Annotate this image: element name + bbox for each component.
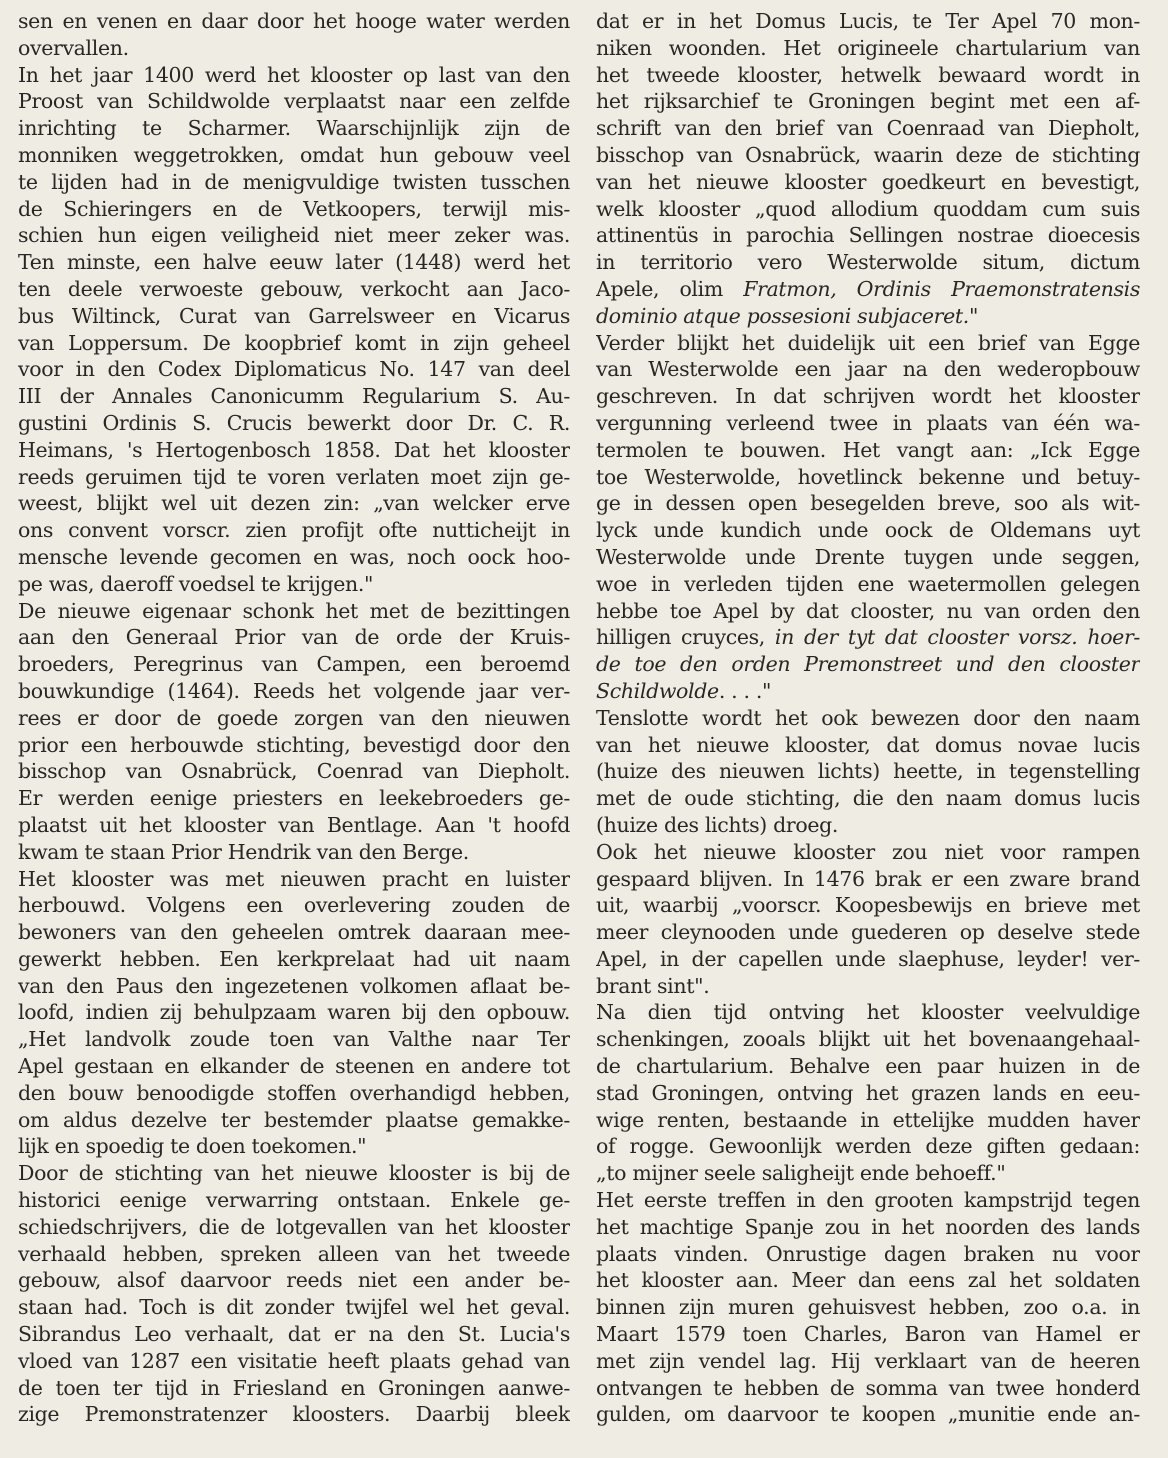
text-line (18, 1348, 570, 1375)
text-line (596, 839, 1140, 866)
text-segment: Heimans, 's Hertogenbosch 1858. Dat het klooster (18, 437, 570, 462)
text-line (18, 1026, 570, 1053)
text-segment: Apel, in der capellen unde slaephuse, leyder! ver- (596, 946, 1140, 971)
text-line (596, 142, 1140, 169)
text-segment: van den Paus den ingezetenen volkomen aflaat be- (18, 973, 570, 998)
text-line (596, 919, 1140, 946)
text-line (596, 490, 1140, 517)
text-line (596, 330, 1140, 357)
text-line (596, 651, 1140, 678)
text-segment: Tenslotte wordt het ook bewezen door den naam (596, 705, 1140, 730)
text-segment: gulden, om daarvoor te koopen „munitie ende an- (596, 1402, 1140, 1427)
text-line (596, 437, 1140, 464)
text-segment: het machtige Spanje zou in het noorden des lands (596, 1214, 1140, 1239)
text-line (18, 1187, 570, 1214)
text-segment: Na dien tijd ontving het klooster veelvuldige (596, 1000, 1140, 1025)
text-line (596, 356, 1140, 383)
text-line (596, 196, 1140, 223)
text-segment: Sibrandus Leo verhaalt, dat er na den St. Lucia's (18, 1322, 570, 1347)
text-line (596, 785, 1140, 812)
text-line (596, 1107, 1140, 1134)
text-line (596, 1133, 1140, 1160)
text-segment: (huize des lichts) droeg. (596, 812, 839, 837)
text-line (596, 544, 1140, 571)
text-line (596, 1080, 1140, 1107)
text-line (18, 1375, 570, 1402)
text-line (18, 999, 570, 1026)
text-line (596, 973, 1140, 1000)
text-line (18, 732, 570, 759)
text-segment: om aldus dezelve ter bestemder plaatse gemakke- (18, 1107, 570, 1132)
text-line (18, 88, 570, 115)
text-segment: loofd, indien zij behulpzaam waren bij den opbouw. (18, 1000, 570, 1025)
text-segment: verhaald hebben, spreken alleen van het tweede (18, 1241, 570, 1266)
italic-segment: de toe den orden Premonstreet und den clooster (596, 652, 1140, 677)
right-text-column (596, 8, 1140, 1458)
text-segment: Maart 1579 toen Charles, Baron van Hamel er (596, 1322, 1140, 1347)
text-segment: De nieuwe eigenaar schonk het met de bezittingen (18, 598, 570, 623)
text-segment: welk klooster „quod allodium quoddam cum suis (596, 196, 1140, 221)
text-line (596, 35, 1140, 62)
text-line (596, 705, 1140, 732)
text-segment: Ten minste, een halve eeuw later (1448) werd het (18, 250, 570, 275)
text-segment: sen en venen en daar door het hooge water werden (18, 9, 570, 33)
text-segment: het klooster aan. Meer dan eens zal het soldaten (596, 1268, 1140, 1293)
text-line (18, 973, 570, 1000)
text-segment: " (968, 303, 979, 328)
text-segment: Proost van Schildwolde verplaatst naar een zelfde (18, 89, 570, 114)
text-segment: in territorio vero Westerwolde situm, dictum (596, 250, 1140, 275)
text-segment: schiedschrijvers, die de lotgevallen van het klooster (18, 1214, 570, 1239)
text-segment: dat er in het Domus Lucis, te Ter Apel 70 mon- (596, 9, 1140, 33)
text-segment: lyck unde kundich unde oock de Oldemans uyt (596, 518, 1140, 543)
text-segment: de toen ter tijd in Friesland en Groningen aanwe- (18, 1375, 570, 1400)
text-line (18, 651, 570, 678)
text-segment: de Schieringers en de Vetkoopers, terwijl mis- (18, 196, 570, 221)
text-segment: bewoners van den geheelen omtrek daaraan mee- (18, 920, 570, 945)
text-segment: plaats vinden. Onrustige dagen braken nu voor (596, 1241, 1140, 1266)
text-line (596, 624, 1140, 651)
left-text-column (18, 8, 570, 1458)
text-line (596, 383, 1140, 410)
text-line (596, 1267, 1140, 1294)
text-segment: vloed van 1287 een visitatie heeft plaats gehad van (18, 1348, 570, 1373)
text-segment: gustini Ordinis S. Crucis bewerkt door Dr. C. R. (18, 410, 570, 435)
text-line (18, 1160, 570, 1187)
text-segment: ons convent vorscr. zien profijt ofte nutticheijt in (18, 518, 570, 543)
text-line (18, 1133, 570, 1160)
text-line (596, 1053, 1140, 1080)
text-segment: hilligen cruyces, (596, 625, 775, 650)
text-segment: bus Wiltinck, Curat van Garrelsweer en Vicarus (18, 303, 570, 328)
text-segment: III der Annales Canonicumm Regularium S. Au- (18, 384, 570, 409)
text-line (18, 544, 570, 571)
text-line (18, 8, 570, 35)
text-line (18, 1401, 570, 1428)
italic-segment: Schildwolde (596, 678, 719, 703)
text-line (596, 115, 1140, 142)
text-segment: In het jaar 1400 werd het klooster op last van den (18, 62, 570, 87)
text-segment: met de oude stichting, die den naam domus lucis (596, 786, 1140, 811)
text-segment: bouwkundige (1464). Reeds het volgende jaar ver- (18, 678, 570, 703)
text-segment: binnen zijn muren gehuisvest hebben, zoo o.a. in (596, 1295, 1140, 1320)
text-segment: mensche levende gecomen en was, noch oock hoo- (18, 544, 570, 569)
text-segment: „Het landvolk zoude toen van Valthe naar Ter (18, 1027, 570, 1052)
text-segment: lijk en spoedig te doen toekomen." (18, 1134, 367, 1159)
text-line (18, 330, 570, 357)
text-segment: termolen te bouwen. Het vangt aan: „Ick Egge (596, 437, 1140, 462)
text-line (18, 785, 570, 812)
text-line (596, 1241, 1140, 1268)
text-line (596, 276, 1140, 303)
text-line (18, 892, 570, 919)
text-segment: het tweede klooster, hetwelk bewaard wordt in (596, 62, 1140, 87)
text-line (596, 464, 1140, 491)
text-line (18, 705, 570, 732)
text-line (18, 1107, 570, 1134)
text-segment: aan den Generaal Prior van de orde der Kruis- (18, 625, 570, 650)
text-segment: inrichting te Scharmer. Waarschijnlijk zijn de (18, 116, 570, 141)
text-line (596, 222, 1140, 249)
italic-segment: in der tyt dat clooster vorsz. hoer- (774, 625, 1140, 650)
text-segment: prior een herbouwde stichting, bevestigd door den (18, 732, 570, 757)
italic-segment: Fratmon, Ordinis Praemonstratensis (743, 276, 1140, 301)
text-line (596, 571, 1140, 598)
text-segment: van het nieuwe klooster, dat domus novae lucis (596, 732, 1140, 757)
text-segment: reeds geruimen tijd te voren verlaten moet zijn ge- (18, 464, 570, 489)
text-line (18, 142, 570, 169)
text-segment: plaatst uit het klooster van Bentlage. Aan 't hoofd (18, 812, 570, 837)
text-segment: ten deele verwoeste gebouw, verkocht aan Jaco- (18, 276, 570, 301)
text-segment: de chartularium. Behalve een paar huizen in de (596, 1054, 1140, 1079)
text-segment: schrift van den brief van Coenraad van Diepholt, (596, 116, 1140, 141)
text-segment: schenkingen, zooals blijkt uit het bovenaangehaal- (596, 1027, 1140, 1052)
text-segment: schien hun eigen veiligheid niet meer zeker was. (18, 223, 570, 248)
text-line (596, 88, 1140, 115)
text-segment: kwam te staan Prior Hendrik van den Berge. (18, 839, 469, 864)
text-segment: Er werden eenige priesters en leekebroeders ge- (18, 786, 570, 811)
text-line (18, 946, 570, 973)
text-segment: te lijden had in de menigvuldige twisten tusschen (18, 169, 570, 194)
text-line (18, 169, 570, 196)
text-line (18, 517, 570, 544)
text-segment: monniken weggetrokken, omdat hun gebouw veel (18, 142, 570, 167)
text-segment: weest, blijkt wel uit dezen zin: „van welcker erve (18, 491, 570, 516)
text-line (596, 8, 1140, 35)
text-segment: stad Groningen, ontving het grazen lands en eeu- (596, 1080, 1140, 1105)
text-segment: van Loppersum. De koopbrief komt in zijn geheel (18, 330, 570, 355)
text-line (596, 892, 1140, 919)
italic-segment: dominio atque possesioni subjaceret. (596, 303, 969, 328)
text-line (596, 946, 1140, 973)
text-line (596, 62, 1140, 89)
text-line (18, 1294, 570, 1321)
text-line (18, 276, 570, 303)
text-segment: Apele, olim (596, 276, 744, 301)
text-line (18, 437, 570, 464)
text-segment: staan had. Toch is dit zonder twijfel wel het geval. (18, 1295, 570, 1320)
text-line (18, 62, 570, 89)
text-line (596, 1214, 1140, 1241)
text-line (596, 598, 1140, 625)
text-segment: toe Westerwolde, hovetlinck bekenne und betuy- (596, 464, 1140, 489)
text-line (596, 678, 1140, 705)
text-segment: woe in verleden tijden ene waetermollen gelegen (596, 571, 1140, 596)
text-line (596, 410, 1140, 437)
text-segment: gewerkt hebben. Een kerkprelaat had uit naam (18, 946, 570, 971)
text-line (596, 758, 1140, 785)
text-segment: van Westerwolde een jaar na den wederopbouw (596, 357, 1140, 382)
text-line (596, 1375, 1140, 1402)
text-segment: . . . ." (718, 678, 772, 703)
text-line (18, 571, 570, 598)
text-segment: wige renten, bestaande in ettelijke mudden haver (596, 1107, 1140, 1132)
text-segment: Ook het nieuwe klooster zou niet voor rampen (596, 839, 1140, 864)
text-line (18, 383, 570, 410)
text-segment: den bouw benoodigde stoffen overhandigd hebben, (18, 1080, 570, 1105)
text-segment: (huize des nieuwen lichts) heette, in tegenstelling (596, 759, 1140, 784)
text-segment: niken woonden. Het origineele chartularium van (596, 35, 1140, 60)
text-line (18, 464, 570, 491)
text-line (18, 598, 570, 625)
text-segment: vergunning verleend twee in plaats van één wa- (596, 410, 1140, 435)
text-segment: geschreven. In dat schrijven wordt het klooster (596, 384, 1140, 409)
text-line (18, 866, 570, 893)
text-segment: bisschop van Osnabrück, waarin deze de stichting (596, 142, 1140, 167)
text-segment: ge in dessen open besegelden breve, soo als wit- (596, 491, 1140, 516)
text-line (596, 249, 1140, 276)
text-line (596, 1026, 1140, 1053)
text-line (18, 249, 570, 276)
text-line (18, 356, 570, 383)
text-line (596, 1401, 1140, 1428)
text-line (18, 758, 570, 785)
text-segment: historici eenige verwarring ontstaan. Enkele ge- (18, 1188, 570, 1213)
text-line (18, 115, 570, 142)
text-line (18, 1214, 570, 1241)
text-line (18, 678, 570, 705)
text-segment: meer cleynooden unde guederen op deselve stede (596, 920, 1140, 945)
text-line (596, 1294, 1140, 1321)
text-segment: voor in den Codex Diplomaticus No. 147 van deel (18, 357, 570, 382)
text-line (596, 999, 1140, 1026)
text-segment: hebbe toe Apel by dat clooster, nu van orden den (596, 598, 1140, 623)
text-line (18, 35, 570, 62)
text-segment: gespaard blijven. In 1476 brak er een zware brand (596, 866, 1140, 891)
text-line (18, 1080, 570, 1107)
text-line (596, 1187, 1140, 1214)
text-segment: van het nieuwe klooster goedkeurt en bevestigt, (596, 169, 1140, 194)
text-line (596, 169, 1140, 196)
text-segment: Het klooster was met nieuwen pracht en luister (18, 866, 570, 891)
text-line (18, 919, 570, 946)
text-line (596, 866, 1140, 893)
text-line (596, 1160, 1140, 1187)
text-segment: zige Premonstratenzer kloosters. Daarbij bleek (18, 1402, 570, 1427)
text-segment: met zijn vendel lag. Hij verklaart van de heeren (596, 1348, 1140, 1373)
text-segment: bisschop van Osnabrück, Coenrad van Diepholt. (18, 759, 570, 784)
text-segment: Verder blijkt het duidelijk uit een brief van Egge (596, 330, 1140, 355)
text-segment: brant sint". (596, 973, 710, 998)
text-segment: gebouw, alsof daarvoor reeds niet een ander be- (18, 1268, 570, 1293)
text-line (18, 196, 570, 223)
text-segment: of rogge. Gewoonlijk werden deze giften gedaan: (596, 1134, 1140, 1159)
text-line (18, 812, 570, 839)
text-segment: herbouwd. Volgens een overlevering zouden de (18, 893, 570, 918)
text-segment: attinentüs in parochia Sellingen nostrae dioecesis (596, 223, 1140, 248)
text-segment: Westerwolde unde Drente tuygen unde seggen, (596, 544, 1140, 569)
text-segment: uit, waarbij „voorscr. Koopesbewijs en brieve met (596, 893, 1140, 918)
text-line (596, 1321, 1140, 1348)
text-segment: pe was, daeroff voedsel te krijgen." (18, 571, 374, 596)
text-segment: ontvangen te hebben de somma van twee honderd (596, 1375, 1140, 1400)
text-line (596, 517, 1140, 544)
text-line (596, 732, 1140, 759)
text-segment: overvallen. (18, 35, 129, 60)
text-line (18, 222, 570, 249)
text-line (596, 303, 1140, 330)
text-line (596, 812, 1140, 839)
text-segment: Door de stichting van het nieuwe klooster is bij de (18, 1161, 570, 1186)
text-segment: Het eerste treffen in den grooten kampstrijd tegen (596, 1188, 1140, 1213)
text-line (18, 1321, 570, 1348)
text-line (18, 1241, 570, 1268)
text-line (18, 1267, 570, 1294)
text-line (18, 410, 570, 437)
text-line (596, 1348, 1140, 1375)
text-segment: rees er door de goede zorgen van den nieuwen (18, 705, 570, 730)
text-line (18, 624, 570, 651)
text-segment: broeders, Peregrinus van Campen, een beroemd (18, 652, 570, 677)
text-segment: Apel gestaan en elkander de steenen en andere tot (18, 1054, 570, 1079)
text-line (18, 303, 570, 330)
text-line (18, 1053, 570, 1080)
text-line (18, 490, 570, 517)
text-line (18, 839, 570, 866)
text-segment: het rijksarchief te Groningen begint met een af- (596, 89, 1140, 114)
text-segment: „to mijner seele saligheijt ende behoeff." (596, 1161, 1006, 1186)
